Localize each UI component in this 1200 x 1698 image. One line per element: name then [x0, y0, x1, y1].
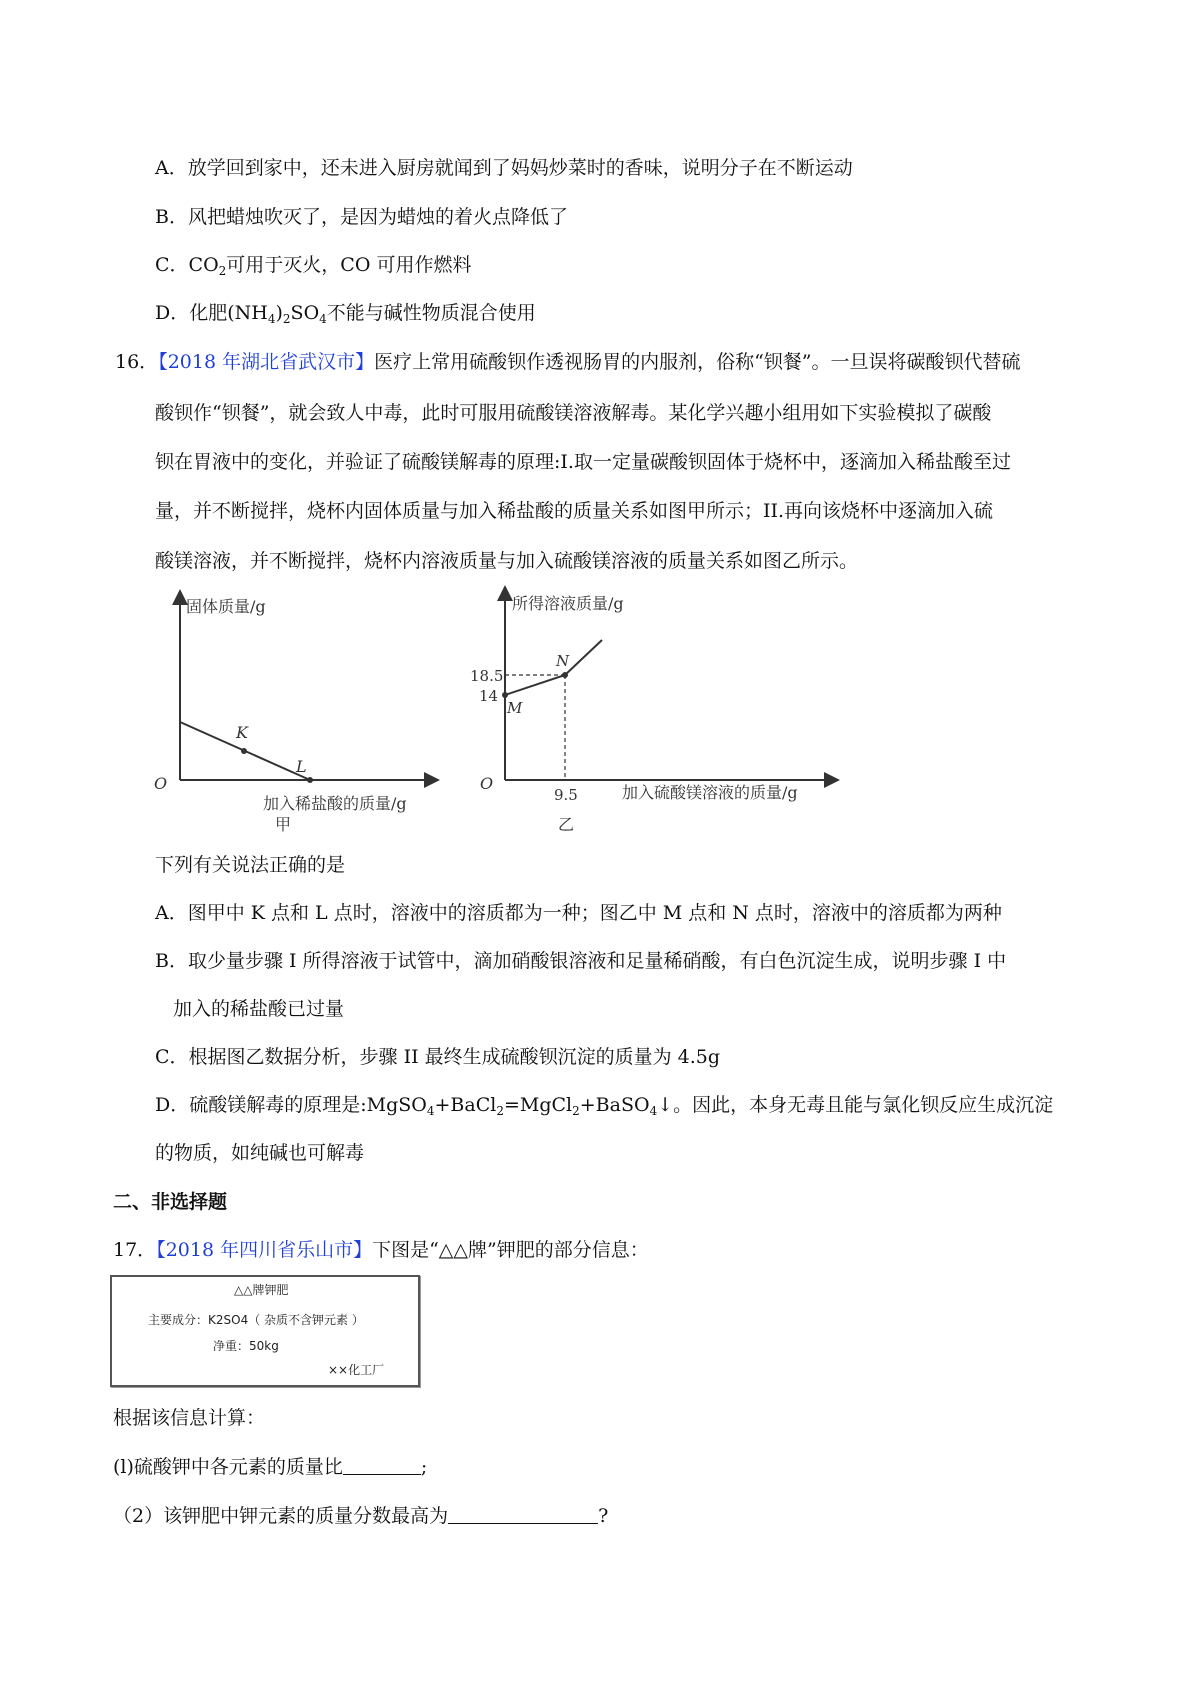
q16-line-2: 酸钡作“钡餐”，就会致人中毒，此时可服用硫酸镁溶液解毒。某化学兴趣小组用如下实验模拟了碳酸 [155, 402, 992, 424]
jia-label-k: K [236, 723, 248, 742]
jia-label-l: L [296, 757, 307, 776]
yi-ylabel: 所得溶液质量/g [512, 594, 624, 613]
q15-option-b: B．风把蜡烛吹灭了，是因为蜡烛的着火点降低了 [155, 206, 568, 228]
jia-caption: 甲 [275, 815, 292, 834]
yi-xlabel: 加入硫酸镁溶液的质量/g [622, 783, 798, 802]
q16-stem: 下列有关说法正确的是 [155, 854, 346, 876]
yi-label-m: M [507, 699, 523, 717]
q17-source: 【2018 年四川省乐山市】 [156, 1239, 373, 1261]
q16-source: 【2018 年湖北省武汉市】 [158, 351, 375, 373]
yi-label-n: N [556, 652, 570, 670]
q16-option-d-line-1: D．硫酸镁解毒的原理是:MgSO$_4$+BaCl$_2$=MgCl$_2$+BaSO$_4$↓。因此，本身无毒且能与氯化钡反应生成沉淀 [155, 1094, 1054, 1118]
answer-blank-2[interactable] [448, 1505, 598, 1524]
q16-option-b-line-1: B．取少量步骤 I 所得溶液于试管中，滴加硝酸银溶液和足量稀硝酸，有白色沉淀生成，说明步骤 I 中 [155, 950, 1007, 972]
q17-part-2: （2）该钾肥中钾元素的质量分数最高为 ? [113, 1505, 609, 1527]
q16-option-d-line-2: 的物质，如纯碱也可解毒 [155, 1142, 365, 1164]
jia-ylabel: 固体质量/g [186, 597, 266, 616]
yi-line [505, 640, 602, 695]
answer-blank-1[interactable] [343, 1456, 421, 1475]
q17-number: 17． [113, 1239, 157, 1261]
q16-line-1: 16．【2018 年湖北省武汉市】医疗上常用硫酸钡作透视肠胃的内服剂，俗称“钡餐”。一旦误将碳酸钡代替硫 [115, 351, 1021, 373]
yi-tick-95: 9.5 [554, 786, 578, 804]
yi-origin: O [480, 774, 494, 793]
yi-caption: 乙 [558, 815, 575, 834]
q16-option-b-line-2: 加入的稀盐酸已过量 [173, 998, 345, 1020]
q17-line-1: 17．【2018 年四川省乐山市】下图是“△△牌”钾肥的部分信息： [113, 1239, 649, 1261]
q15-option-a: A．放学回到家中，还未进入厨房就闻到了妈妈炒菜时的香味，说明分子在不断运动 [155, 157, 853, 179]
q15-option-c: C．$CO_2$可用于灭火，CO 可用作燃料 [155, 254, 472, 278]
yi-point-n [562, 672, 568, 678]
q15-option-d: D．化肥$(NH_4)_2SO_4$不能与碱性物质混合使用 [155, 302, 536, 326]
label-weight: 净重：50kg [213, 1339, 279, 1353]
jia-point-l [307, 777, 313, 783]
yi-point-m [502, 692, 508, 698]
jia-point-k [241, 748, 247, 754]
graph-yi [470, 585, 870, 835]
jia-xlabel: 加入稀盐酸的质量/g [263, 794, 407, 813]
q16-number: 16． [115, 351, 159, 373]
label-title: △△牌钾肥 [234, 1283, 289, 1297]
yi-tick-185: 18.5 [470, 667, 504, 685]
jia-origin: O [154, 774, 168, 793]
yi-tick-14: 14 [479, 687, 499, 705]
q16-line-3: 钡在胃液中的变化，并验证了硫酸镁解毒的原理:I.取一定量碳酸钡固体于烧杯中，逐滴加入稀盐酸至过 [155, 451, 1011, 473]
q17-calc: 根据该信息计算： [113, 1407, 266, 1429]
q16-option-c: C．根据图乙数据分析，步骤 II 最终生成硫酸钡沉淀的质量为 4.5g [155, 1046, 721, 1068]
label-maker: ××化工厂 [328, 1363, 385, 1377]
q17-part-1: (l)硫酸钾中各元素的质量比 ; [113, 1456, 428, 1478]
graph-jia [150, 585, 470, 835]
fertilizer-label [110, 1275, 420, 1387]
label-component: 主要成分：K2SO4（ 杂质不含钾元素 ） [148, 1313, 364, 1327]
q16-option-a: A．图甲中 K 点和 L 点时，溶液中的溶质都为一种；图乙中 M 点和 N 点时，溶液中的溶质都为两种 [155, 902, 1002, 924]
section-title: 二、非选择题 [113, 1191, 228, 1213]
q16-line-5: 酸镁溶液，并不断搅拌，烧杯内溶液质量与加入硫酸镁溶液的质量关系如图乙所示。 [155, 550, 859, 572]
q16-line-4: 量，并不断搅拌，烧杯内固体质量与加入稀盐酸的质量关系如图甲所示；II.再向该烧杯中逐滴加入硫 [155, 500, 994, 522]
